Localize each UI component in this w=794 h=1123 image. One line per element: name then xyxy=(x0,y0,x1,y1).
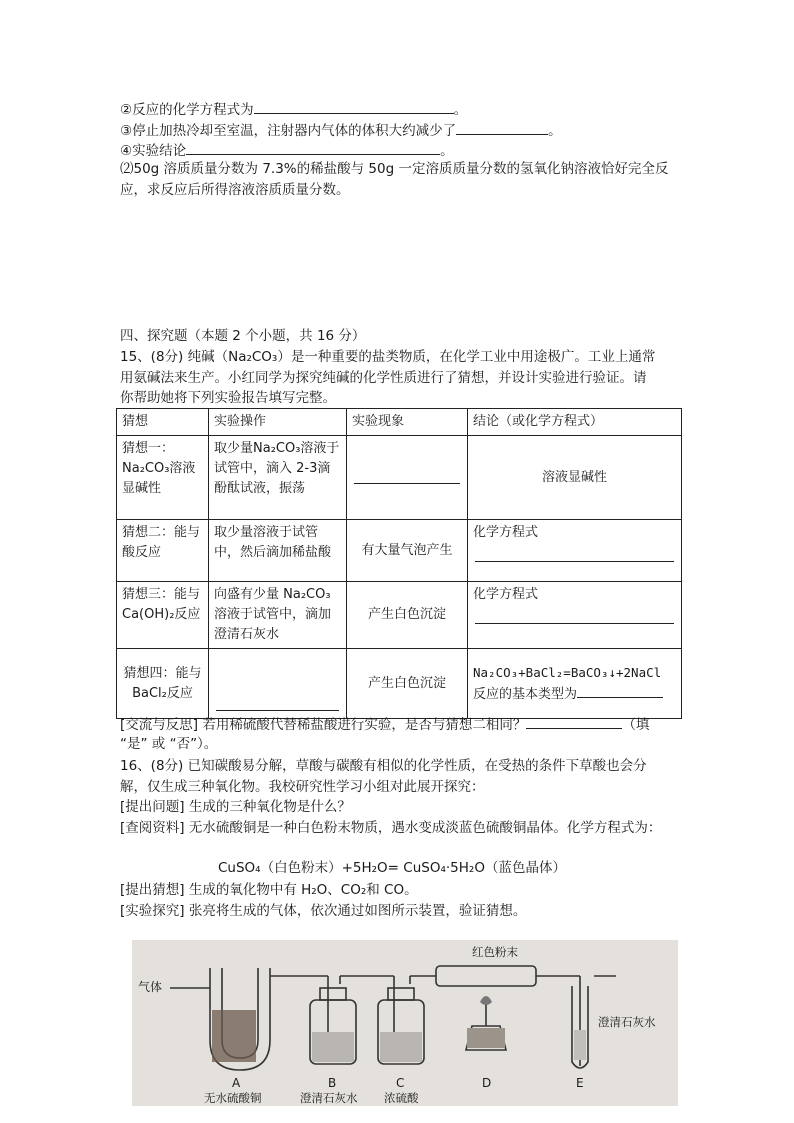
apparatus-drawing xyxy=(132,940,678,1106)
answer-blank[interactable] xyxy=(186,140,440,155)
table-row xyxy=(117,582,682,649)
q16-line-6: [实验探究] 张亮将生成的气体，依次通过如图所示装置，验证猜想。 xyxy=(120,903,527,919)
cuso4-equation: CuSO₄（白色粉末）+5H₂O= CuSO₄·5H₂O（蓝色晶体） xyxy=(218,860,566,876)
q16-line-5: [提出猜想] 生成的氧化物中有 H₂O、CO₂和 CO。 xyxy=(120,882,418,898)
header-cell: 结论（或化学方程式） xyxy=(468,409,682,436)
conclusion-cell: 溶液显碱性 xyxy=(468,436,682,520)
header-cell: 实验现象 xyxy=(347,409,468,436)
bacl2-equation: Na₂CO₃+BaCl₂=BaCO₃↓+2NaCl xyxy=(473,664,662,680)
answer-blank[interactable] xyxy=(475,611,674,624)
phenomenon-cell: 有大量气泡产生 xyxy=(347,520,468,582)
conclusion-cell: 化学方程式 xyxy=(468,582,682,649)
burner-body xyxy=(467,1028,505,1048)
answer-blank[interactable] xyxy=(526,714,622,729)
caption-a: 无水硫酸铜 xyxy=(204,1091,262,1105)
caption-b: 澄清石灰水 xyxy=(300,1091,358,1105)
letter-a: A xyxy=(232,1076,241,1090)
phenomenon-cell xyxy=(347,436,468,520)
table-row xyxy=(117,436,682,520)
answer-blank[interactable] xyxy=(216,698,339,711)
letter-d: D xyxy=(482,1076,492,1090)
apparatus-figure xyxy=(132,940,678,1106)
section-title: 四、探究题（本题 2 个小题，共 16 分） xyxy=(120,328,366,344)
powder-label: 红色粉末 xyxy=(472,945,518,959)
limewater-fill-b xyxy=(312,1032,354,1062)
q16-line-4: [查阅资料] 无水硫酸铜是一种白色粉末物质，遇水变成淡蓝色硫酸铜晶体。化学方程式为： xyxy=(120,820,662,836)
reflection-line-1: [交流与反思] 若用稀硫酸代替稀盐酸进行实验，是否与猜想二相同？ （填 xyxy=(120,714,649,734)
flame-icon xyxy=(480,996,492,1005)
letter-b: B xyxy=(328,1076,337,1090)
letter-c: C xyxy=(396,1076,405,1090)
desiccant-fill xyxy=(212,1010,256,1062)
operation-cell: 向盛有少量 Na₂CO₃溶液于试管中，滴加澄清石灰水 xyxy=(209,582,347,649)
table-header-row xyxy=(117,409,682,436)
item-4-line: ④实验结论 。 xyxy=(120,140,454,160)
operation-cell xyxy=(209,649,347,719)
q2-line-2: 应，求反应后所得溶液溶质质量分数。 xyxy=(120,182,350,198)
guess-cell: 猜想二：能与酸反应 xyxy=(117,520,209,582)
q2-line-1: ⑵50g 溶质质量分数为 7.3%的稀盐酸与 50g 一定溶质质量分数的氢氧化钠溶液恰好完全反 xyxy=(120,161,669,177)
guess-cell: 猜想一：Na₂CO₃溶液显碱性 xyxy=(117,436,209,520)
q16-line-3: [提出问题] 生成的三种氧化物是什么？ xyxy=(120,799,351,815)
guess-cell: 猜想三：能与Ca(OH)₂反应 xyxy=(117,582,209,649)
experiment-table xyxy=(116,408,682,719)
limewater-fill-e xyxy=(574,1030,586,1060)
table-row xyxy=(117,520,682,582)
acid-fill-c xyxy=(380,1032,422,1062)
operation-cell: 取少量溶液于试管中，然后滴加稀盐酸 xyxy=(209,520,347,582)
conclusion-cell xyxy=(468,649,682,719)
letter-e: E xyxy=(576,1076,584,1090)
q15-line-1: 15、(8分) 纯碱（Na₂CO₃）是一种重要的盐类物质，在化学工业中用途极广。工业上通常 xyxy=(120,349,656,365)
q16-line-2: 解，仅生成三种氧化物。我校研究性学习小组对此展开探究： xyxy=(120,779,485,795)
q16-line-1: 16、(8分) 已知碳酸易分解，草酸与碳酸有相似的化学性质，在受热的条件下草酸也会分 xyxy=(120,758,647,774)
item-2-line: ②反应的化学方程式为 。 xyxy=(120,99,467,119)
answer-blank[interactable] xyxy=(354,471,460,484)
limewater-label: 澄清石灰水 xyxy=(598,1015,656,1029)
item-3-line: ③停止加热冷却至室温，注射器内气体的体积大约减少了 。 xyxy=(120,120,562,140)
q15-line-2: 用氨碱法来生产。小红同学为探究纯碱的化学性质进行了猜想，并设计实验进行验证。请 xyxy=(120,370,647,386)
answer-blank[interactable] xyxy=(577,683,663,698)
guess-cell: 猜想四：能与BaCl₂反应 xyxy=(117,649,209,719)
answer-blank[interactable] xyxy=(475,549,674,562)
conclusion-cell: 化学方程式 xyxy=(468,520,682,582)
operation-cell: 取少量Na₂CO₃溶液于试管中，滴入 2-3滴酚酞试液，振荡 xyxy=(209,436,347,520)
gas-label: 气体 xyxy=(138,980,163,994)
phenomenon-cell: 产生白色沉淀 xyxy=(347,649,468,719)
reaction-type-line: 反应的基本类型为 xyxy=(473,683,676,705)
header-cell: 猜想 xyxy=(117,409,209,436)
q15-line-3: 你帮助她将下列实验报告填写完整。 xyxy=(120,390,336,406)
answer-blank[interactable] xyxy=(254,99,454,114)
reflection-line-2: “是” 或 “否”）。 xyxy=(120,736,218,752)
table-row xyxy=(117,649,682,719)
answer-blank[interactable] xyxy=(456,120,548,135)
header-cell: 实验操作 xyxy=(209,409,347,436)
caption-c: 浓硫酸 xyxy=(384,1091,419,1105)
phenomenon-cell: 产生白色沉淀 xyxy=(347,582,468,649)
